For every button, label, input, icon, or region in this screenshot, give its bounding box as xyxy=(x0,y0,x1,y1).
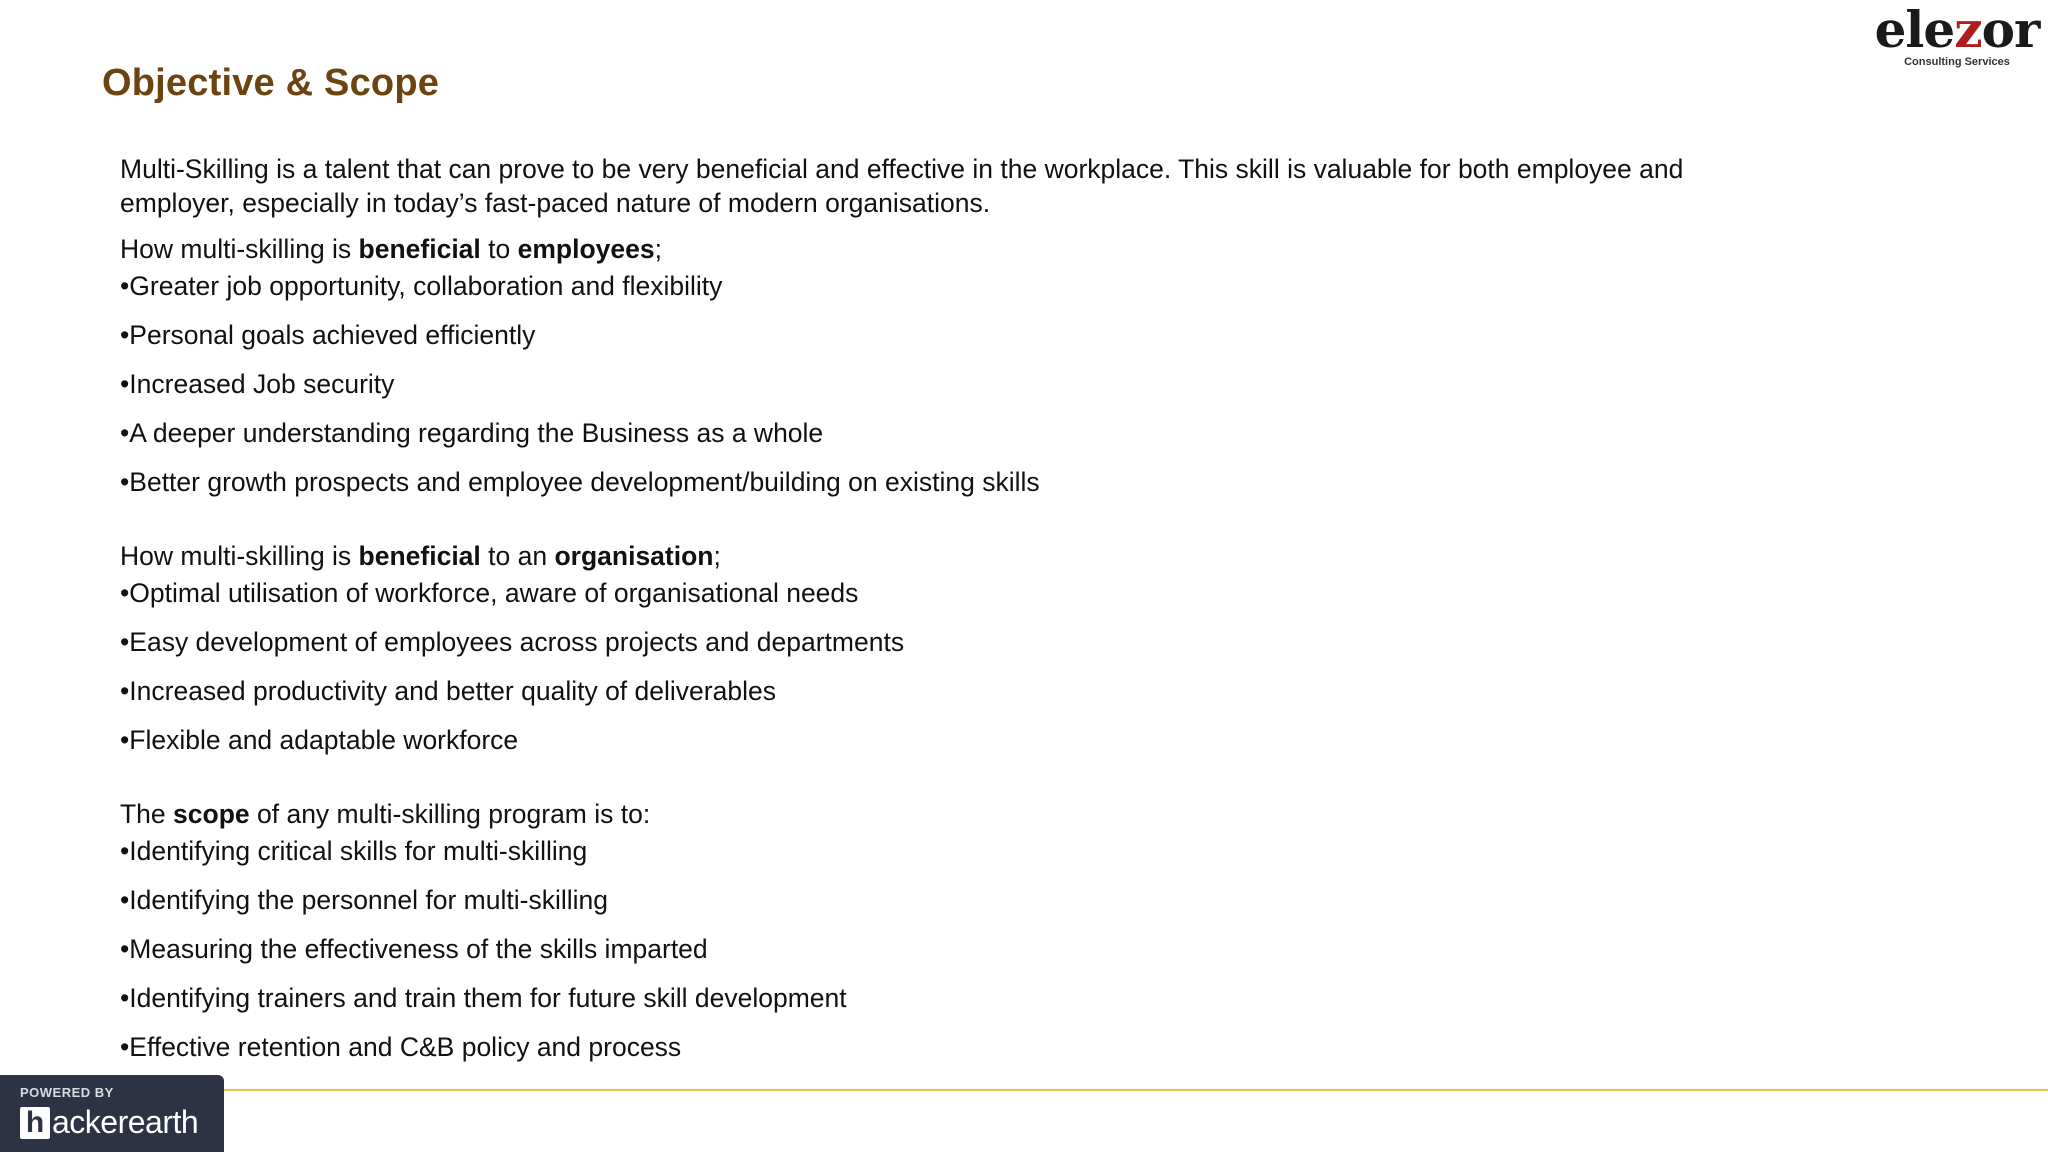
footer-divider xyxy=(223,1089,2048,1091)
section-heading xyxy=(120,797,1820,831)
hackerearth-logo xyxy=(20,1104,224,1141)
bullet-item: •Effective retention and C&B policy and process xyxy=(120,1032,682,1062)
bullet-item: •Personal goals achieved efficiently xyxy=(120,320,536,350)
bullet-item: •Easy development of employees across projects and departments xyxy=(120,627,905,657)
heading-bold: beneficial xyxy=(358,541,481,571)
slide-title: Objective & Scope xyxy=(102,62,440,104)
heading-bold: organisation xyxy=(554,541,714,571)
bullet-item: •Greater job opportunity, collaboration and flexibility xyxy=(120,271,723,301)
heading-bold: beneficial xyxy=(358,234,481,264)
powered-by-badge[interactable] xyxy=(0,1075,224,1152)
bullet-item: •Identifying the personnel for multi-skilling xyxy=(120,885,608,915)
badge-wordmark: ackerearth xyxy=(52,1104,199,1140)
badge-label: POWERED BY xyxy=(20,1085,114,1100)
bullet-item: •A deeper understanding regarding the Business as a whole xyxy=(120,418,824,448)
section-heading xyxy=(120,539,1820,573)
bullet-item: •Increased Job security xyxy=(120,369,395,399)
heading-text: of any multi-skilling program is to: xyxy=(249,799,651,829)
section-scope xyxy=(120,797,1820,1064)
logo-wordmark xyxy=(1872,2,2042,58)
hackerearth-h-icon: h xyxy=(20,1107,50,1139)
elezor-logo xyxy=(1872,0,2042,82)
logo-word-part3: or xyxy=(1981,0,2040,59)
heading-bold: employees xyxy=(517,234,655,264)
heading-text: ; xyxy=(713,541,721,571)
logo-subtitle: Consulting Services xyxy=(1904,56,2010,68)
bullet-item: •Flexible and adaptable workforce xyxy=(120,725,519,755)
heading-bold: scope xyxy=(173,799,250,829)
logo-word-part1: ele xyxy=(1874,0,1955,59)
heading-text: The xyxy=(120,799,174,829)
section-employees xyxy=(120,232,1820,499)
heading-text: to an xyxy=(480,541,555,571)
heading-text: How multi-skilling is xyxy=(120,234,359,264)
bullet-item: •Identifying trainers and train them for future skill development xyxy=(120,983,847,1013)
bullet-item: •Better growth prospects and employee development/building on existing skills xyxy=(120,467,1040,497)
bullet-item: •Measuring the effectiveness of the skills imparted xyxy=(120,934,708,964)
slide-body xyxy=(120,152,1820,1064)
bullet-item: •Optimal utilisation of workforce, aware of organisational needs xyxy=(120,578,859,608)
intro-paragraph: Multi-Skilling is a talent that can prove to be very beneficial and effective in the workplace. This skill is valuable for both employee and employer, especially in today’s fast-paced nature of modern organisations. xyxy=(120,154,1684,218)
heading-text: to xyxy=(480,234,518,264)
heading-text: How multi-skilling is xyxy=(120,541,359,571)
bullet-item: •Identifying critical skills for multi-skilling xyxy=(120,836,588,866)
section-organisation xyxy=(120,539,1820,757)
heading-text: ; xyxy=(654,234,662,264)
logo-word-accent: z xyxy=(1954,0,1982,59)
bullet-item: •Increased productivity and better quality of deliverables xyxy=(120,676,776,706)
section-heading xyxy=(120,232,1820,266)
